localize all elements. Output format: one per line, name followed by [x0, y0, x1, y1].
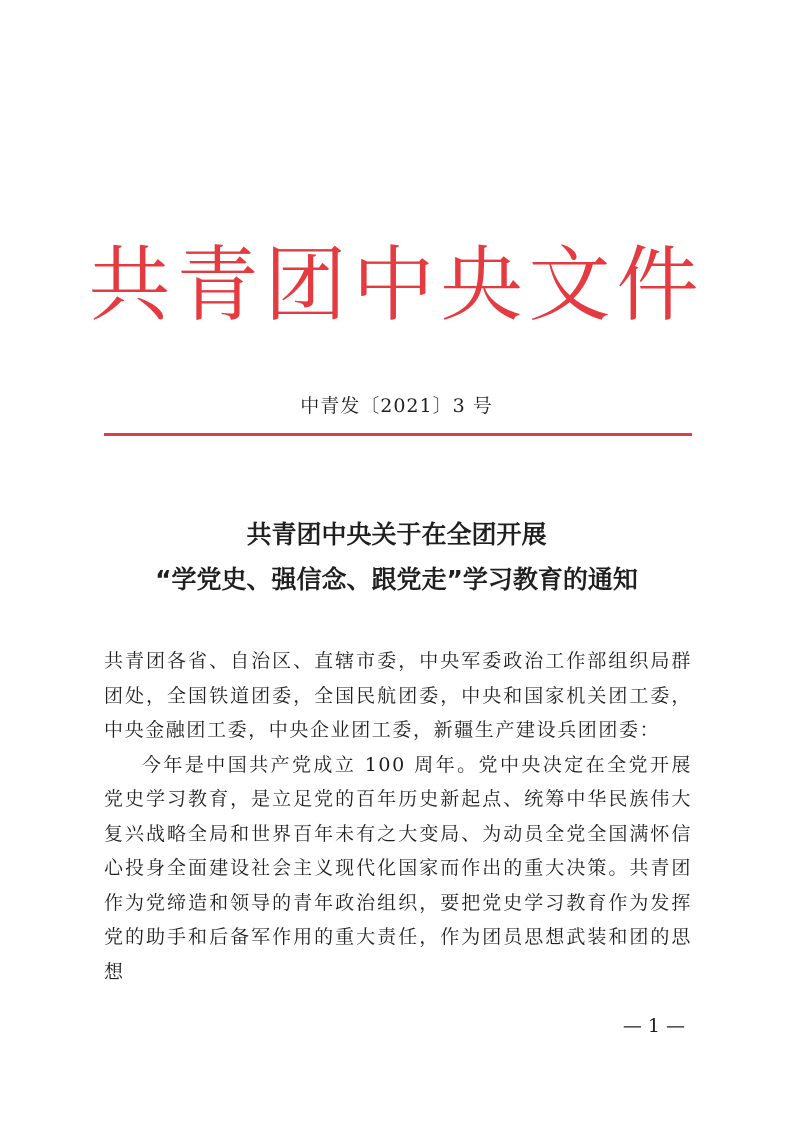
title-line-2: “学党史、强信念、跟党走”学习教育的通知 [155, 565, 638, 594]
title-line-1: 共青团中央关于在全团开展 [246, 520, 547, 549]
masthead: 共青团中央文件 [88, 238, 705, 333]
document-number: 中青发〔2021〕3 号 [300, 395, 493, 417]
salutation: 共青团各省、自治区、直辖市委，中央军委政治工作部组织局群团处，全国铁道团委，全国民航团委，中央和国家机关团工委，中央金融团工委，中央企业团工委，新疆生产建设兵团团委： [104, 650, 692, 741]
document-body [104, 644, 692, 989]
page-number: — 1 — [622, 1015, 685, 1037]
red-divider-line [104, 433, 692, 436]
document-title [0, 512, 793, 602]
paragraph: 今年是中国共产党成立 100 周年。党中央决定在全党开展党史学习教育，是立足党的百年历史新起点、统筹中华民族伟大复兴战略全局和世界百年未有之大变局、为动员全党全国满怀信心投身全面建设社会主义现代化国家而作出的重大决策。共青团作为党缔造和领导的青年政治组织，要把党史学习教育作为发挥党的助手和后备军作用的重大责任，作为团员思想武装和团的思想 [104, 753, 692, 983]
